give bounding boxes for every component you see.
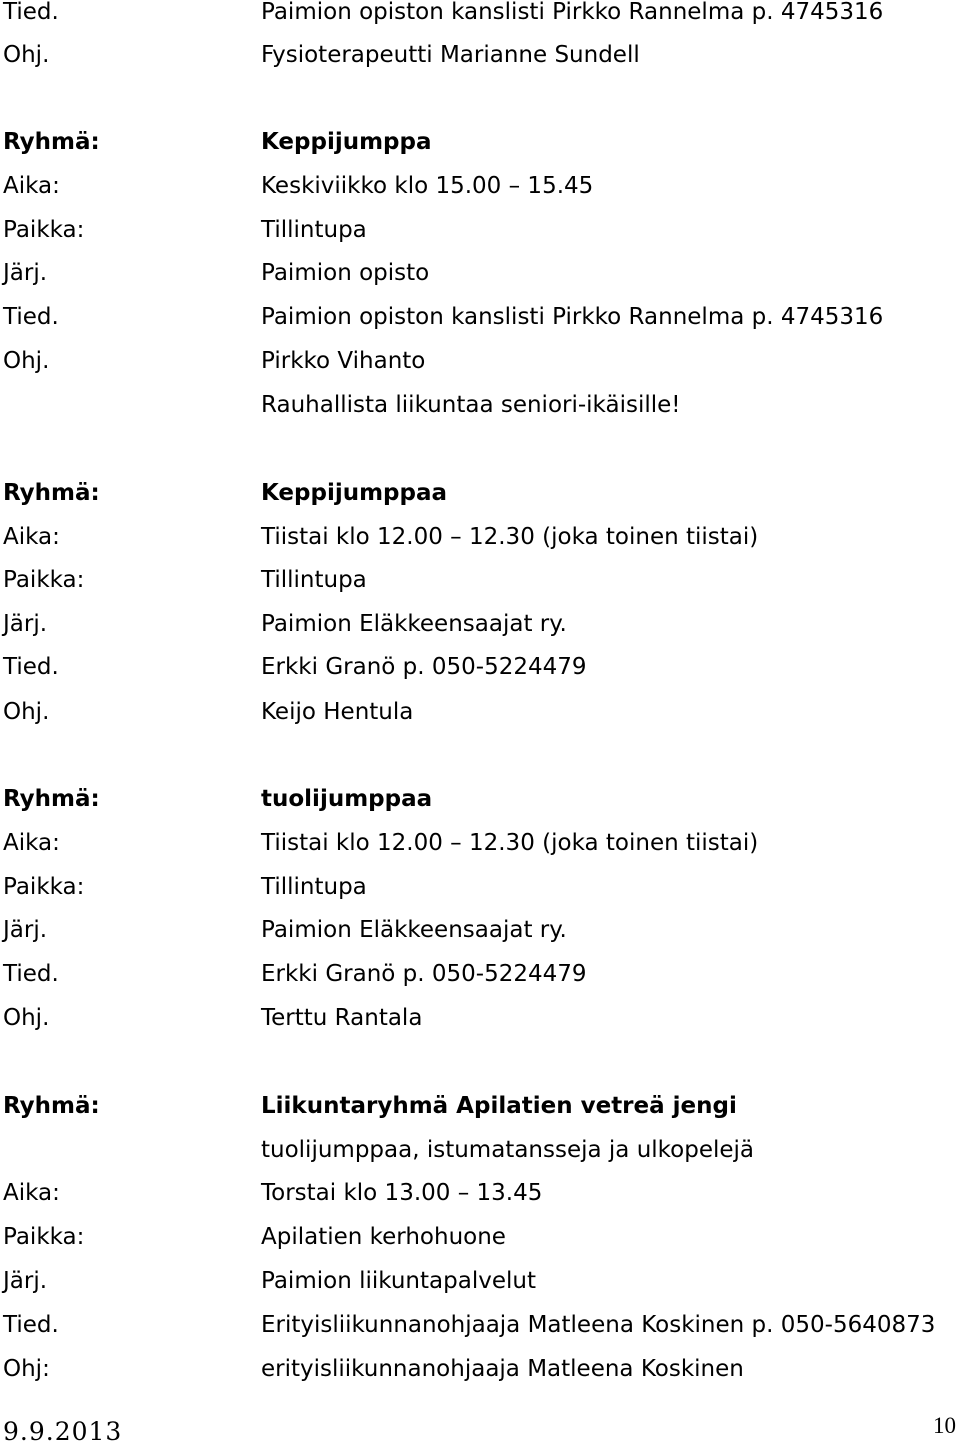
row-label: Järj. xyxy=(3,611,48,637)
group-heading-row xyxy=(0,1086,960,1126)
info-row xyxy=(0,297,960,337)
group-heading-row xyxy=(0,779,960,819)
row-label: Aika: xyxy=(3,524,60,550)
row-label: Ryhmä: xyxy=(3,129,100,155)
row-value: Tiistai klo 12.00 – 12.30 (joka toinen tiistai) xyxy=(261,524,759,550)
row-value: Tiistai klo 12.00 – 12.30 (joka toinen tiistai) xyxy=(261,830,759,856)
info-row xyxy=(0,517,960,557)
info-row xyxy=(0,1305,960,1345)
row-label: Tied. xyxy=(3,654,59,680)
info-row xyxy=(0,867,960,907)
info-row xyxy=(0,35,960,75)
row-value: Paimion Eläkkeensaajat ry. xyxy=(261,611,567,637)
row-label: Aika: xyxy=(3,173,60,199)
row-value: Tillintupa xyxy=(261,874,367,900)
info-row xyxy=(0,166,960,206)
row-label: Ryhmä: xyxy=(3,480,100,506)
info-row xyxy=(0,560,960,600)
row-value: tuolijumppaa, istumatansseja ja ulkopelejä xyxy=(261,1137,755,1163)
row-value: Erityisliikunnanohjaaja Matleena Koskinen p. 050-5640873 xyxy=(261,1312,936,1338)
info-row xyxy=(0,823,960,863)
row-value: Apilatien kerhohuone xyxy=(261,1224,506,1250)
row-label: Tied. xyxy=(3,304,59,330)
group-name: Keppijumppaa xyxy=(261,480,448,506)
row-label: Tied. xyxy=(3,1312,59,1338)
info-row xyxy=(0,998,960,1038)
row-label: Ohj. xyxy=(3,699,50,725)
group-name: Liikuntaryhmä Apilatien vetreä jengi xyxy=(261,1093,737,1119)
footer-date: 9.9.2013 xyxy=(3,1417,123,1446)
info-row xyxy=(0,1349,960,1389)
row-value: erityisliikunnanohjaaja Matleena Koskinen xyxy=(261,1356,744,1382)
row-label: Järj. xyxy=(3,260,48,286)
row-value: Tillintupa xyxy=(261,567,367,593)
row-label: Ryhmä: xyxy=(3,786,100,812)
row-value: Keskiviikko klo 15.00 – 15.45 xyxy=(261,173,594,199)
row-value: Keijo Hentula xyxy=(261,699,414,725)
row-value: Erkki Granö p. 050-5224479 xyxy=(261,654,587,680)
row-value: Paimion liikuntapalvelut xyxy=(261,1268,536,1294)
info-row xyxy=(0,604,960,644)
row-label: Paikka: xyxy=(3,1224,85,1250)
group-name: Keppijumppa xyxy=(261,129,432,155)
row-value: Fysioterapeutti Marianne Sundell xyxy=(261,42,640,68)
info-row xyxy=(0,954,960,994)
row-value: Pirkko Vihanto xyxy=(261,348,426,374)
row-label: Paikka: xyxy=(3,217,85,243)
info-row xyxy=(0,341,960,381)
info-row xyxy=(0,1217,960,1257)
info-row xyxy=(0,385,960,425)
row-label: Ohj. xyxy=(3,1005,50,1031)
info-row xyxy=(0,1130,960,1170)
info-row xyxy=(0,210,960,250)
row-value: Paimion opiston kanslisti Pirkko Rannelma p. 4745316 xyxy=(261,304,884,330)
row-label: Järj. xyxy=(3,917,48,943)
row-label: Paikka: xyxy=(3,567,85,593)
row-value: Erkki Granö p. 050-5224479 xyxy=(261,961,587,987)
group-heading-row xyxy=(0,122,960,162)
page-number: 10 xyxy=(933,1413,956,1438)
row-value: Paimion opisto xyxy=(261,260,430,286)
row-label: Paikka: xyxy=(3,874,85,900)
info-row xyxy=(0,910,960,950)
row-label: Ohj. xyxy=(3,348,50,374)
row-label: Järj. xyxy=(3,1268,48,1294)
row-value: Torstai klo 13.00 – 13.45 xyxy=(261,1180,543,1206)
info-row xyxy=(0,1261,960,1301)
info-row xyxy=(0,647,960,687)
row-label: Aika: xyxy=(3,1180,60,1206)
row-value: Terttu Rantala xyxy=(261,1005,423,1031)
row-value: Paimion Eläkkeensaajat ry. xyxy=(261,917,567,943)
row-label: Ryhmä: xyxy=(3,1093,100,1119)
info-row xyxy=(0,1173,960,1213)
group-name: tuolijumppaa xyxy=(261,786,433,812)
info-row xyxy=(0,692,960,732)
row-value: Paimion opiston kanslisti Pirkko Rannelma p. 4745316 xyxy=(261,0,884,25)
info-row xyxy=(0,0,960,32)
row-label: Tied. xyxy=(3,0,59,25)
row-value: Tillintupa xyxy=(261,217,367,243)
group-heading-row xyxy=(0,473,960,513)
info-row xyxy=(0,253,960,293)
row-label: Ohj: xyxy=(3,1356,50,1382)
row-label: Tied. xyxy=(3,961,59,987)
row-label: Aika: xyxy=(3,830,60,856)
row-value: Rauhallista liikuntaa seniori-ikäisille! xyxy=(261,392,681,418)
row-label: Ohj. xyxy=(3,42,50,68)
